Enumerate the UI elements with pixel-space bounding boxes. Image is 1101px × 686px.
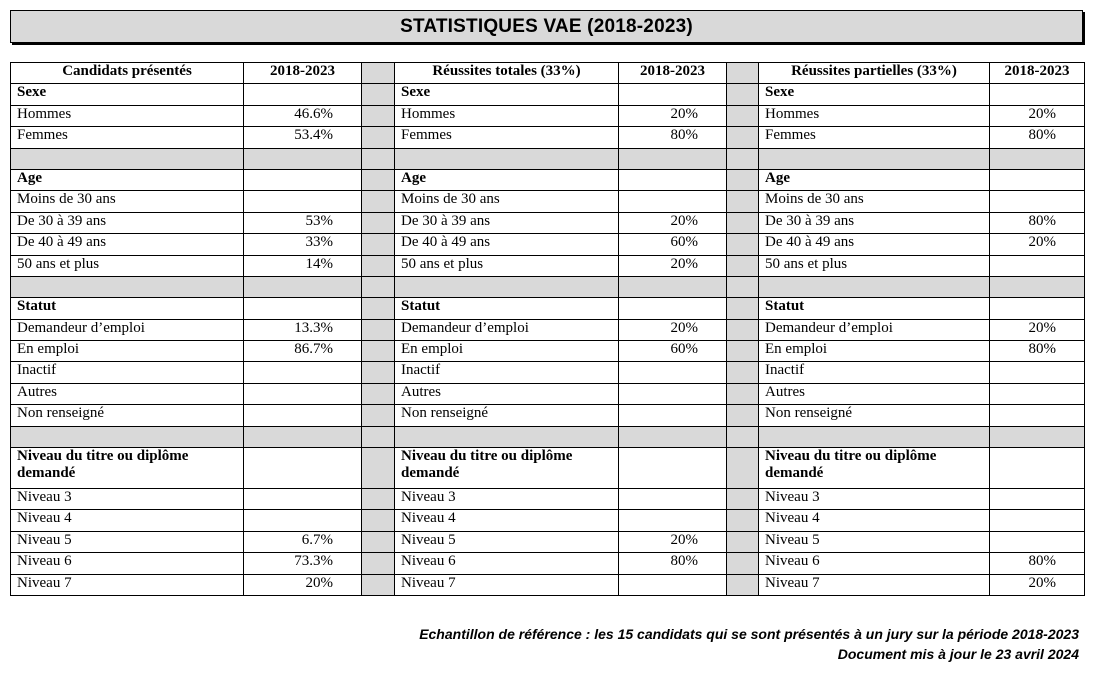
value-cell: [990, 191, 1085, 212]
value-cell: [244, 298, 362, 319]
separator-cell: [727, 489, 759, 510]
value-cell: 80%: [990, 553, 1085, 574]
separator-cell: [362, 234, 395, 255]
value-cell: 20%: [244, 574, 362, 595]
value-cell: 20%: [990, 234, 1085, 255]
section-label: Statut: [11, 298, 244, 319]
separator-cell: [362, 574, 395, 595]
separator-cell: [362, 298, 395, 319]
separator-cell: [727, 169, 759, 190]
value-cell: [619, 574, 727, 595]
row-label: Niveau 5: [395, 531, 619, 552]
row-label: Niveau 7: [11, 574, 244, 595]
separator-cell: [727, 574, 759, 595]
separator-cell: [727, 63, 759, 84]
value-cell: 73.3%: [244, 553, 362, 574]
table-row: [11, 553, 1085, 574]
gap-cell: [759, 148, 990, 169]
table-row: [11, 405, 1085, 426]
gap-cell: [619, 426, 727, 447]
value-cell: 13.3%: [244, 319, 362, 340]
section-label: Niveau du titre ou diplôme demandé: [11, 448, 244, 489]
table-row: [11, 383, 1085, 404]
separator-cell: [362, 510, 395, 531]
value-cell: 33%: [244, 234, 362, 255]
section-row: [11, 169, 1085, 190]
gap-cell: [362, 276, 395, 297]
table-row: [11, 234, 1085, 255]
separator-cell: [362, 531, 395, 552]
gap-cell: [759, 276, 990, 297]
row-label: 50 ans et plus: [11, 255, 244, 276]
value-cell: 53.4%: [244, 127, 362, 148]
gap-cell: [727, 276, 759, 297]
table-row: [11, 574, 1085, 595]
separator-cell: [362, 383, 395, 404]
gap-cell: [11, 426, 244, 447]
row-label: Niveau 3: [11, 489, 244, 510]
row-label: Demandeur d’emploi: [11, 319, 244, 340]
gap-cell: [395, 426, 619, 447]
section-label: Statut: [395, 298, 619, 319]
value-cell: [619, 405, 727, 426]
footer-note: [419, 624, 1079, 664]
value-cell: [990, 405, 1085, 426]
row-label: Niveau 3: [759, 489, 990, 510]
gap-cell: [727, 426, 759, 447]
row-label: 50 ans et plus: [759, 255, 990, 276]
row-label: Inactif: [759, 362, 990, 383]
row-label: 50 ans et plus: [395, 255, 619, 276]
row-label: Moins de 30 ans: [759, 191, 990, 212]
gap-cell: [395, 148, 619, 169]
separator-cell: [727, 319, 759, 340]
gap-cell: [619, 148, 727, 169]
row-label: En emploi: [759, 341, 990, 362]
table-row: [11, 531, 1085, 552]
value-cell: [244, 510, 362, 531]
value-cell: 20%: [619, 212, 727, 233]
page-title: STATISTIQUES VAE (2018-2023): [10, 10, 1083, 43]
section-label: Age: [395, 169, 619, 190]
separator-cell: [362, 169, 395, 190]
separator-cell: [362, 255, 395, 276]
row-label: Niveau 7: [759, 574, 990, 595]
value-cell: [990, 84, 1085, 105]
gap-cell: [11, 148, 244, 169]
gap-cell: [990, 426, 1085, 447]
row-label: Niveau 4: [11, 510, 244, 531]
gap-cell: [727, 148, 759, 169]
separator-cell: [727, 84, 759, 105]
row-label: Non renseigné: [395, 405, 619, 426]
value-cell: [619, 448, 727, 489]
gap-cell: [759, 426, 990, 447]
separator-cell: [362, 319, 395, 340]
section-label: Age: [11, 169, 244, 190]
row-label: De 40 à 49 ans: [395, 234, 619, 255]
table-row: [11, 341, 1085, 362]
separator-cell: [362, 553, 395, 574]
value-cell: [244, 191, 362, 212]
column-header: Réussites partielles (33%): [759, 63, 990, 84]
gap-cell: [362, 426, 395, 447]
gap-cell: [990, 276, 1085, 297]
separator-cell: [362, 212, 395, 233]
separator-cell: [727, 212, 759, 233]
value-cell: [990, 169, 1085, 190]
value-cell: 20%: [619, 531, 727, 552]
value-cell: [990, 448, 1085, 489]
value-cell: [244, 383, 362, 404]
separator-cell: [727, 105, 759, 126]
separator-cell: [362, 341, 395, 362]
gap-cell: [395, 276, 619, 297]
separator-cell: [727, 531, 759, 552]
row-label: Femmes: [11, 127, 244, 148]
gap-row: [11, 426, 1085, 447]
table-row: [11, 362, 1085, 383]
row-label: Moins de 30 ans: [11, 191, 244, 212]
separator-cell: [362, 105, 395, 126]
value-cell: 53%: [244, 212, 362, 233]
separator-cell: [727, 553, 759, 574]
row-label: De 30 à 39 ans: [759, 212, 990, 233]
gap-row: [11, 276, 1085, 297]
section-label: Sexe: [11, 84, 244, 105]
separator-cell: [362, 448, 395, 489]
gap-cell: [244, 148, 362, 169]
value-cell: 20%: [619, 255, 727, 276]
row-label: En emploi: [11, 341, 244, 362]
row-label: Niveau 7: [395, 574, 619, 595]
value-cell: [990, 362, 1085, 383]
row-label: Non renseigné: [759, 405, 990, 426]
gap-cell: [619, 276, 727, 297]
value-cell: [619, 191, 727, 212]
value-cell: [990, 255, 1085, 276]
separator-cell: [727, 298, 759, 319]
section-label: Niveau du titre ou diplôme demandé: [759, 448, 990, 489]
value-cell: 60%: [619, 234, 727, 255]
separator-cell: [362, 191, 395, 212]
gap-cell: [362, 148, 395, 169]
separator-cell: [727, 405, 759, 426]
row-label: De 40 à 49 ans: [759, 234, 990, 255]
table-row: [11, 510, 1085, 531]
section-label: Sexe: [395, 84, 619, 105]
value-cell: [990, 298, 1085, 319]
row-label: En emploi: [395, 341, 619, 362]
row-label: Hommes: [395, 105, 619, 126]
value-cell: [990, 489, 1085, 510]
separator-cell: [727, 127, 759, 148]
value-cell: 86.7%: [244, 341, 362, 362]
section-row: [11, 448, 1085, 489]
row-label: Autres: [11, 383, 244, 404]
separator-cell: [727, 255, 759, 276]
separator-cell: [362, 63, 395, 84]
value-cell: 20%: [619, 319, 727, 340]
row-label: Autres: [759, 383, 990, 404]
value-cell: [990, 510, 1085, 531]
separator-cell: [362, 127, 395, 148]
value-cell: 6.7%: [244, 531, 362, 552]
value-cell: [244, 489, 362, 510]
value-cell: [990, 531, 1085, 552]
separator-cell: [362, 405, 395, 426]
section-row: [11, 84, 1085, 105]
value-cell: [619, 84, 727, 105]
value-cell: [244, 448, 362, 489]
column-header: Candidats présentés: [11, 63, 244, 84]
value-cell: [244, 84, 362, 105]
value-cell: 20%: [619, 105, 727, 126]
value-cell: 20%: [990, 574, 1085, 595]
gap-cell: [990, 148, 1085, 169]
row-label: Hommes: [759, 105, 990, 126]
value-cell: 80%: [990, 127, 1085, 148]
row-label: De 30 à 39 ans: [395, 212, 619, 233]
column-header: Réussites totales (33%): [395, 63, 619, 84]
row-label: Inactif: [11, 362, 244, 383]
row-label: Moins de 30 ans: [395, 191, 619, 212]
row-label: Niveau 5: [759, 531, 990, 552]
row-label: Femmes: [395, 127, 619, 148]
value-cell: [619, 383, 727, 404]
value-cell: [990, 383, 1085, 404]
value-cell: [619, 510, 727, 531]
table-row: [11, 255, 1085, 276]
value-cell: 14%: [244, 255, 362, 276]
table-row: [11, 319, 1085, 340]
gap-cell: [244, 276, 362, 297]
gap-cell: [244, 426, 362, 447]
row-label: Demandeur d’emploi: [759, 319, 990, 340]
gap-row: [11, 148, 1085, 169]
sample-reference-note: Echantillon de référence : les 15 candidats qui se sont présentés à un jury sur la période 2018-2023: [419, 626, 1079, 642]
row-label: De 30 à 39 ans: [11, 212, 244, 233]
value-cell: 80%: [619, 127, 727, 148]
table-row: [11, 212, 1085, 233]
section-row: [11, 298, 1085, 319]
value-cell: [619, 489, 727, 510]
value-cell: 20%: [990, 105, 1085, 126]
row-label: Niveau 6: [759, 553, 990, 574]
value-cell: [244, 405, 362, 426]
value-cell: [244, 169, 362, 190]
row-label: Niveau 4: [759, 510, 990, 531]
value-cell: 20%: [990, 319, 1085, 340]
separator-cell: [362, 84, 395, 105]
gap-cell: [11, 276, 244, 297]
section-label: Sexe: [759, 84, 990, 105]
row-label: Niveau 6: [11, 553, 244, 574]
period-header: 2018-2023: [619, 63, 727, 84]
value-cell: 46.6%: [244, 105, 362, 126]
separator-cell: [727, 191, 759, 212]
row-label: Non renseigné: [11, 405, 244, 426]
row-label: Niveau 4: [395, 510, 619, 531]
separator-cell: [727, 383, 759, 404]
section-label: Statut: [759, 298, 990, 319]
row-label: Niveau 3: [395, 489, 619, 510]
separator-cell: [727, 448, 759, 489]
row-label: Niveau 6: [395, 553, 619, 574]
table-row: [11, 127, 1085, 148]
header-row: [11, 63, 1085, 84]
separator-cell: [727, 234, 759, 255]
value-cell: 80%: [619, 553, 727, 574]
value-cell: [619, 362, 727, 383]
table-row: [11, 105, 1085, 126]
row-label: Inactif: [395, 362, 619, 383]
section-label: Age: [759, 169, 990, 190]
row-label: Hommes: [11, 105, 244, 126]
value-cell: [244, 362, 362, 383]
update-date-note: Document mis à jour le 23 avril 2024: [837, 646, 1079, 662]
value-cell: [619, 169, 727, 190]
row-label: Autres: [395, 383, 619, 404]
section-label: Niveau du titre ou diplôme demandé: [395, 448, 619, 489]
separator-cell: [727, 362, 759, 383]
period-header: 2018-2023: [244, 63, 362, 84]
value-cell: 60%: [619, 341, 727, 362]
row-label: Femmes: [759, 127, 990, 148]
row-label: Demandeur d’emploi: [395, 319, 619, 340]
separator-cell: [362, 362, 395, 383]
value-cell: 80%: [990, 212, 1085, 233]
value-cell: 80%: [990, 341, 1085, 362]
period-header: 2018-2023: [990, 63, 1085, 84]
row-label: Niveau 5: [11, 531, 244, 552]
separator-cell: [727, 510, 759, 531]
vae-statistics-table: [10, 62, 1085, 596]
value-cell: [619, 298, 727, 319]
row-label: De 40 à 49 ans: [11, 234, 244, 255]
table-row: [11, 489, 1085, 510]
separator-cell: [362, 489, 395, 510]
separator-cell: [727, 341, 759, 362]
table-row: [11, 191, 1085, 212]
